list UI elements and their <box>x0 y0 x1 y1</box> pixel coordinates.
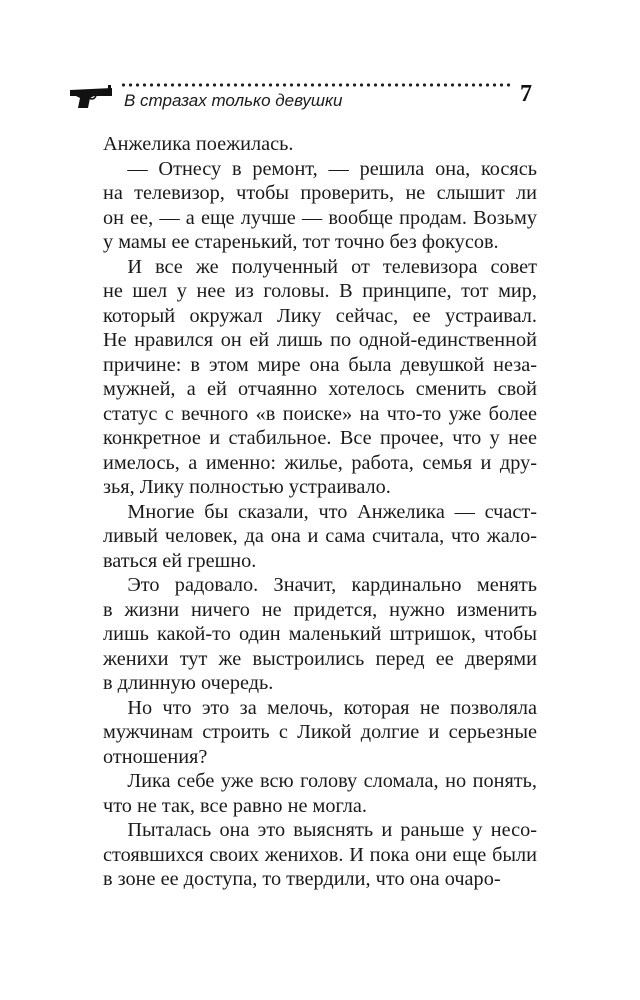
text-line: лишь какой-то один маленький штришок, чтобы <box>103 623 537 645</box>
text-line: в длинную очередь. <box>103 672 274 694</box>
text-line: — Отнесу в ремонт, — решила она, косясь <box>127 157 537 180</box>
text-line: Пыталась она это выяснять и раньше у несо- <box>127 819 537 841</box>
text-line: Лика себе уже всю голову сломала, но понять, <box>127 770 537 792</box>
text-line: Но что это за мелочь, которая не позволяла <box>127 696 537 719</box>
paragraph <box>103 157 537 255</box>
paragraph <box>103 769 537 818</box>
text-line: ливый человек, да она и сама считала, что жало- <box>103 525 537 547</box>
text-line: мужчинам строить с Ликой долгие и серьезные <box>103 721 537 743</box>
text-line: на телевизор, чтобы проверить, не слышит ли <box>103 182 537 204</box>
text-line: у мамы ее старенький, тот точно без фокусов. <box>103 231 499 253</box>
pistol-icon <box>68 84 114 110</box>
paragraph <box>103 696 537 770</box>
body-text <box>103 132 537 892</box>
text-line: в жизни ничего не придется, нужно изменить <box>103 598 537 621</box>
dotted-rule <box>120 82 512 88</box>
paragraph <box>103 500 537 574</box>
text-line: что не так, все равно не могла. <box>103 794 367 817</box>
text-line: мужней, а ей отчаянно хотелось сменить свой <box>103 378 537 400</box>
text-line: ваться ей грешно. <box>103 549 257 572</box>
text-line: Анжелика поежилась. <box>103 133 294 155</box>
text-line: отношения? <box>103 745 208 768</box>
text-line: Не нравился он ей лишь по одной-единственной <box>103 329 537 351</box>
text-line: И все же полученный от телевизора совет <box>127 255 537 278</box>
text-line: Это радовало. Значит, кардинально менять <box>127 574 537 596</box>
text-line: Многие бы сказали, что Анжелика — счаст- <box>127 500 537 523</box>
page-number: 7 <box>520 81 532 107</box>
text-line: стоявшихся своих женихов. И пока они еще были <box>103 843 537 866</box>
text-line: не шел у нее из головы. В принципе, тот мир, <box>103 280 537 302</box>
text-line: зья, Лику полностью устраивало. <box>103 476 391 498</box>
page-header <box>68 78 546 118</box>
text-line: который окружал Лику сейчас, ее устраивал. <box>103 304 537 327</box>
text-line: причине: в этом мире она была девушкой неза- <box>103 353 537 376</box>
text-line: статус с вечного «в поиске» на что-то уже более <box>103 402 537 425</box>
text-line: он ее, — а еще лучше — вообще продам. Возьму <box>103 206 537 229</box>
paragraph <box>103 573 537 696</box>
text-line: в зоне ее доступа, то твердили, что она очаро- <box>103 868 501 890</box>
text-line: конкретное и стабильное. Все прочее, что у нее <box>103 427 537 449</box>
paragraph <box>103 255 537 500</box>
paragraph <box>103 818 537 892</box>
running-title: В стразах только девушки <box>124 91 343 110</box>
paragraph <box>103 132 537 157</box>
text-line: женихи тут же выстроились перед ее дверями <box>103 647 537 670</box>
text-line: имелось, а именно: жилье, работа, семья и дру- <box>103 451 537 474</box>
